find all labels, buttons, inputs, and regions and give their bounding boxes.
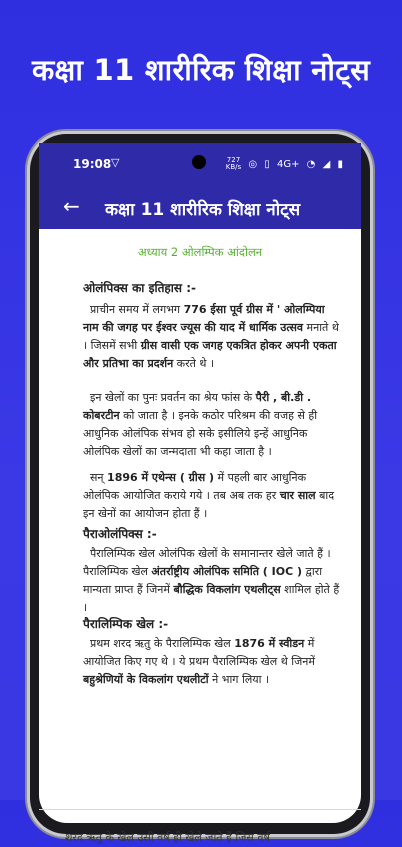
section-heading: पैरालिम्पिक खेल :- bbox=[83, 617, 169, 631]
hotspot-icon: ◎ bbox=[248, 159, 258, 170]
phone-screen bbox=[39, 143, 361, 844]
section-heading: पैराओलंपिक्स :- bbox=[83, 527, 157, 541]
signal-icon: ◢ bbox=[322, 159, 331, 170]
text: शामिल होते हैं । bbox=[83, 583, 340, 614]
text: इन खेलों का पुनः प्रवर्तन का श्रेय फांस के bbox=[90, 391, 256, 404]
network-type: 4G+ bbox=[276, 159, 300, 170]
section-olympics-history bbox=[83, 279, 341, 297]
status-time: 19:08 bbox=[73, 157, 112, 171]
chapter-title: अध्याय 2 ओलम्पिक आंदोलन bbox=[137, 245, 263, 259]
text: बाद इन खेनों का आयोजन होता हैं । bbox=[83, 489, 335, 520]
bold-text: बौद्धिक विकलांग एथलीट्स bbox=[173, 583, 281, 596]
bold-text: पैरी , बी.डी . कोबरटीन bbox=[83, 391, 312, 422]
text: को जाता है । इनके कठोर परिश्रम की वजह से ही आधुनिक ओलंपिक संभव हो सके इसीलिये इन्हें आधुनिक ओलंपिक खेलों का जन्मदाता भी कहा जाता है । bbox=[83, 409, 318, 458]
bold-text: चार साल bbox=[279, 489, 316, 502]
status-bar bbox=[39, 143, 361, 185]
bold-text: 776 ईसा पूर्व ग्रीस में ' ओलम्पिया नाम की जगह पर ईश्वर ज्यूस की याद में धार्मिक उत्सव bbox=[83, 303, 325, 334]
paragraph bbox=[83, 545, 341, 617]
bold-text: ग्रीस वासी एक जगह एकत्रित होकर अपनी एकता और प्रतिभा का प्रदर्शन bbox=[83, 339, 337, 370]
battery-icon: ▮ bbox=[337, 159, 343, 170]
bold-text: अंतर्राष्ट्रीय ओलंपिक समिति ( IOC ) bbox=[151, 565, 303, 578]
paragraph bbox=[83, 635, 341, 689]
vpn-icon: ▽ bbox=[111, 156, 120, 169]
wifi-icon: ◔ bbox=[306, 159, 316, 170]
network-speed bbox=[222, 157, 241, 171]
notes-content[interactable] bbox=[39, 229, 361, 844]
text: पैरालिम्पिक खेल ओलंपिक खेलों के समानान्तर खेले जाते हैं । पैरालिम्पिक खेल bbox=[83, 547, 331, 578]
text: ने भाग लिया । bbox=[208, 673, 270, 686]
speed-value: 727 bbox=[226, 156, 241, 164]
text: में पहली बार आधुनिक ओलंपिक आयोजित कराये गये । तब अब तक हर bbox=[83, 471, 307, 502]
paragraph bbox=[83, 389, 341, 461]
section-paralympic-games bbox=[83, 615, 341, 633]
speed-unit: KB/s bbox=[225, 163, 242, 171]
bold-text: 1876 में स्वीडन bbox=[234, 637, 305, 650]
section-heading: ओलंपिक्स का इतिहास :- bbox=[83, 281, 196, 295]
paragraph bbox=[83, 469, 341, 523]
bold-text: बहुश्रेणियों के विकलांग एथलीटों bbox=[83, 673, 209, 686]
text: द्वारा मान्यता प्राप्त हैं जिनमें bbox=[83, 565, 323, 596]
front-camera bbox=[192, 155, 206, 169]
back-arrow-icon[interactable]: ← bbox=[63, 194, 80, 218]
section-paralympics bbox=[83, 525, 341, 543]
phone-frame bbox=[30, 134, 370, 844]
text: प्राचीन समय में लगभग bbox=[90, 303, 184, 316]
paragraph bbox=[83, 301, 341, 373]
bold-text: 1896 में एथेन्स ( ग्रीस ) bbox=[107, 471, 215, 484]
text: करते थे । bbox=[173, 357, 215, 370]
app-title: कक्षा 11 शारीरिक शिक्षा नोट्स bbox=[105, 200, 301, 220]
app-bar bbox=[39, 185, 361, 229]
promo-headline: कक्षा 11 शारीरिक शिक्षा नोट्स bbox=[31, 53, 371, 87]
vibrate-icon: ▯ bbox=[264, 159, 270, 170]
text: में आयोजित किए गए थे । ये प्रथम पैरालिम्पिक खेल थे जिनमें bbox=[83, 637, 315, 668]
next-page-text: शरद ऋतु के खेल उसी वर्ष ही खेले जाते हैं जिस वर्ष bbox=[65, 831, 270, 844]
text: मनाते थे । जिसमें सभी bbox=[83, 321, 339, 352]
text: सन् bbox=[90, 471, 108, 484]
divider bbox=[39, 809, 361, 810]
status-icons bbox=[218, 157, 343, 171]
text: प्रथम शरद ऋतु के पैरालिम्पिक खेल bbox=[90, 637, 235, 650]
